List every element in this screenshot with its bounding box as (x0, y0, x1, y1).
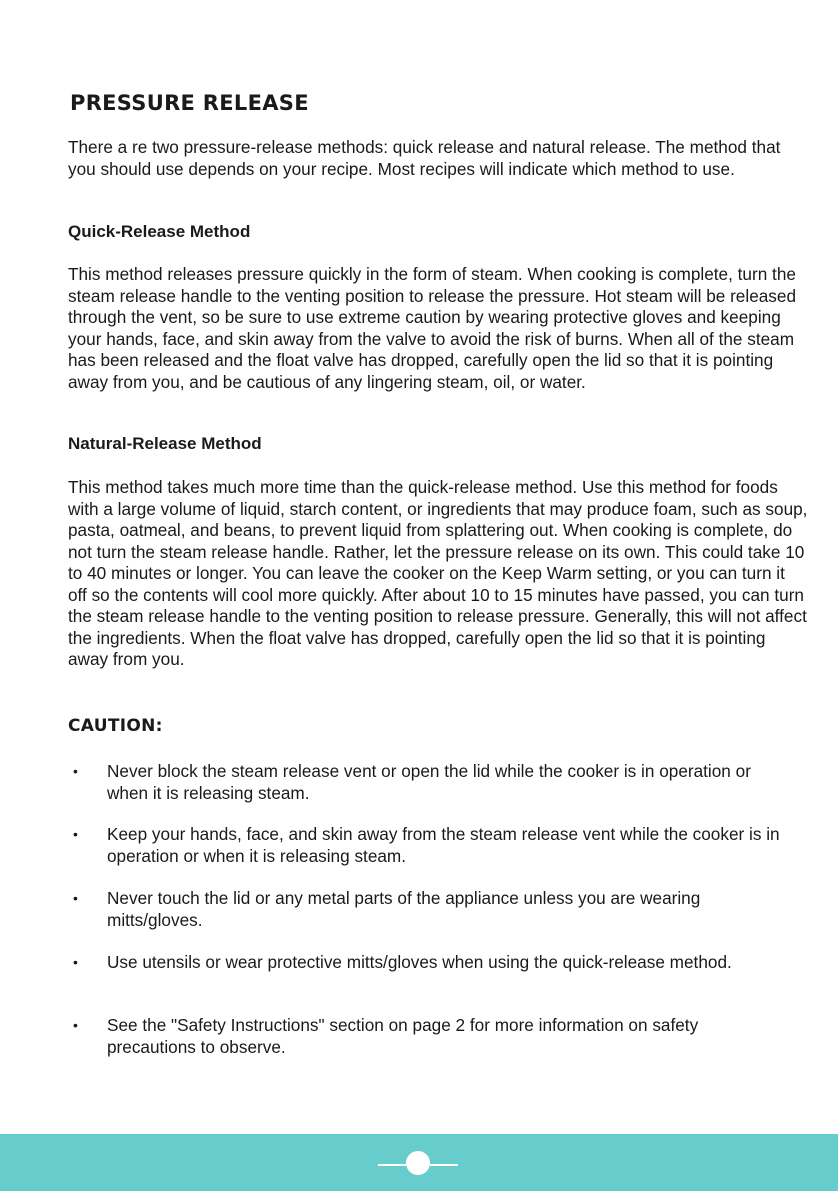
quick-release-paragraph: This method releases pressure quickly in the form of steam. When cooking is complete, turn the steam release handle to the venting position to release the pressure. Hot steam will be released through the vent, so be sure to use extreme caution by wearing protective gloves and keeping your hands, face, and skin away from the valve to avoid the risk of burns. When all of the steam has been released and the float valve has dropped, carefully open the lid so that it is pointing away from you, and be cautious of any lingering steam, oil, or water. (68, 264, 797, 392)
footer-divider-right (430, 1164, 458, 1166)
page-marker-circle-icon (406, 1151, 430, 1175)
caution-heading: CAUTION: (68, 716, 163, 736)
caution-item-text: Never block the steam release vent or open the lid while the cooker is in operation or when it is releasing steam. (107, 761, 751, 803)
natural-release-heading: Natural-Release Method (68, 434, 262, 453)
caution-item-text: Never touch the lid or any metal parts of the appliance unless you are wearing mitts/gloves. (107, 888, 701, 930)
caution-item-text: Keep your hands, face, and skin away from the steam release vent while the cooker is in operation or when it is releasing steam. (107, 824, 780, 866)
intro-paragraph: There a re two pressure-release methods: quick release and natural release. The method that you should use depends on your recipe. Most recipes will indicate which method to use. (68, 137, 781, 179)
bullet-icon: • (73, 1017, 78, 1033)
footer-divider-left (378, 1164, 406, 1166)
bullet-icon: • (73, 826, 78, 842)
page-title: PRESSURE RELEASE (70, 91, 309, 115)
caution-item-text: See the "Safety Instructions" section on page 2 for more information on safety precautions to observe. (107, 1015, 699, 1057)
bullet-icon: • (73, 763, 78, 779)
natural-release-paragraph: This method takes much more time than the quick-release method. Use this method for foods with a large volume of liquid, starch content, or ingredients that may produce foam, such as soup, pasta, oatmeal, and beans, to prevent liquid from splattering out. When cooking is complete, do not turn the steam release handle. Rather, let the pressure release on its own. This could take 10 to 40 minutes or longer. You can leave the cooker on the Keep Warm setting, or you can turn it off so the contents will cool more quickly. After about 10 to 15 minutes have passed, you can turn the steam release handle to the venting position to release pressure. Generally, this will not affect the ingredients. When the float valve has dropped, carefully open the lid so that it is pointing away from you. (68, 477, 808, 669)
quick-release-heading: Quick-Release Method (68, 222, 251, 241)
caution-item-text: Use utensils or wear protective mitts/gloves when using the quick-release method. (107, 952, 732, 972)
bullet-icon: • (73, 954, 78, 970)
bullet-icon: • (73, 890, 78, 906)
